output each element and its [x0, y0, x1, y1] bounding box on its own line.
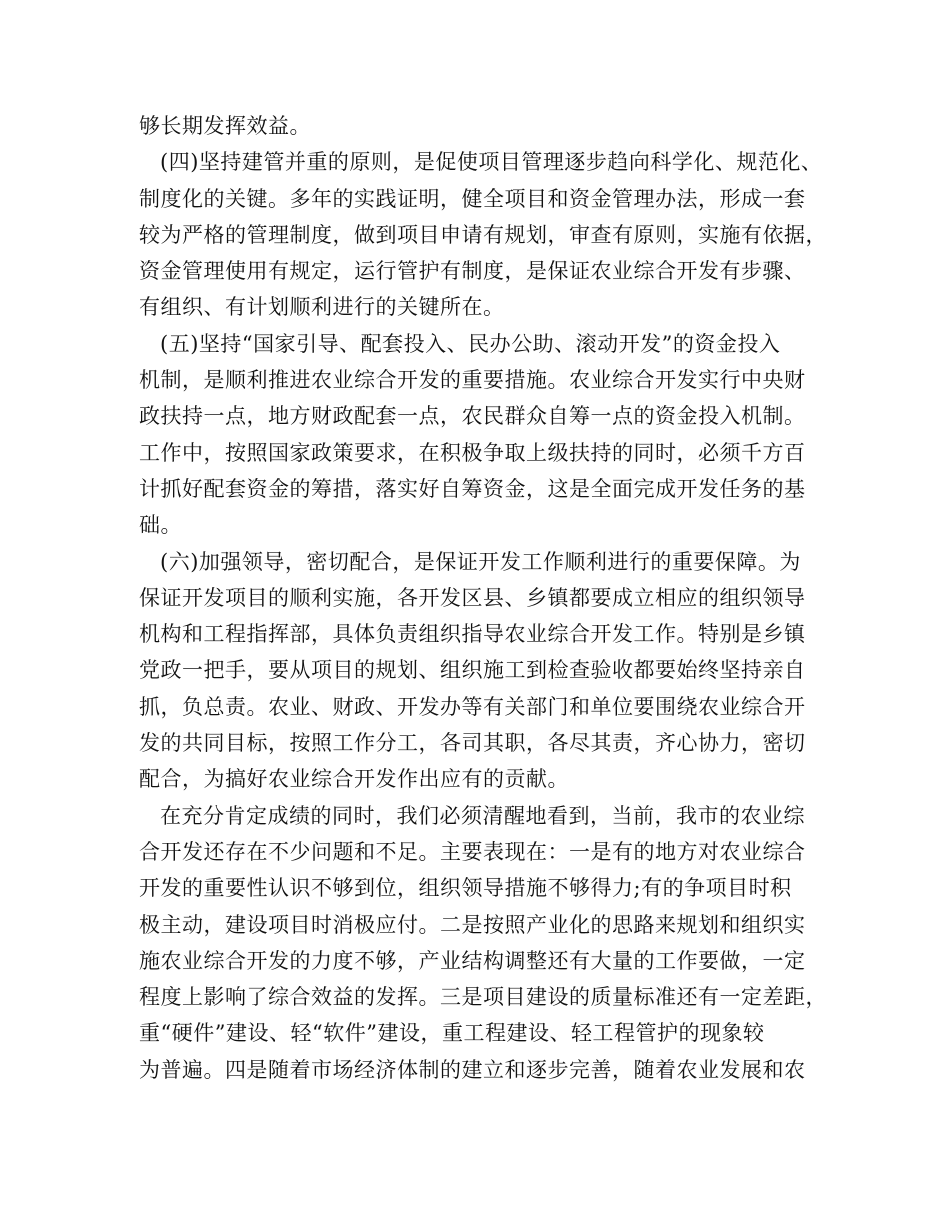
text-line: 资金管理使用有规定，运行管护有制度，是保证农业综合开发有步骤、 — [139, 259, 806, 284]
text-line: 础。 — [139, 513, 182, 538]
text-line: 为普遍。四是随着市场经济体制的建立和逐步完善，随着农业发展和农 — [139, 1057, 806, 1082]
text-line: 政扶持一点，地方财政配套一点，农民群众自筹一点的资金投入机制。 — [139, 404, 806, 429]
text-line: 较为严格的管理制度，做到项目申请有规划，审查有原则，实施有依据， — [139, 222, 827, 247]
text-line: 党政一把手，要从项目的规划、组织施工到检查验收都要始终坚持亲自 — [139, 658, 806, 683]
text-line: 发的共同目标，按照工作分工，各司其职，各尽其责，齐心协力，密切 — [139, 731, 806, 756]
text-line: 程度上影响了综合效益的发挥。三是项目建设的质量标准还有一定差距， — [139, 985, 827, 1010]
text-line: 工作中，按照国家政策要求，在积极争取上级扶持的同时，必须千方百 — [139, 440, 806, 465]
text-line: 合开发还存在不少问题和不足。主要表现在：一是有的地方对农业综合 — [139, 839, 806, 864]
paragraph-5-start: (五)坚持“国家引导、配套投入、民办公助、滚动开发”的资金投入 — [160, 331, 781, 356]
paragraph-6-start: (六)加强领导，密切配合，是保证开发工作顺利进行的重要保障。为 — [160, 549, 801, 574]
text-line: 机构和工程指挥部，具体负责组织指导农业综合开发工作。特别是乡镇 — [139, 622, 806, 647]
text-line: 计抓好配套资金的筹措，落实好自筹资金，这是全面完成开发任务的基 — [139, 476, 806, 501]
body-text — [139, 108, 827, 1088]
text-line: 保证开发项目的顺利实施，各开发区县、乡镇都要成立相应的组织领导 — [139, 585, 806, 610]
text-line: 有组织、有计划顺利进行的关键所在。 — [139, 295, 505, 320]
text-line: 抓，负总责。农业、财政、开发办等有关部门和单位要围绕农业综合开 — [139, 694, 806, 719]
text-line: 制度化的关键。多年的实践证明，健全项目和资金管理办法，形成一套 — [139, 186, 806, 211]
paragraph-4-start: (四)坚持建管并重的原则，是促使项目管理逐步趋向科学化、规范化、 — [160, 150, 823, 175]
text-line: 配合，为搞好农业综合开发作出应有的贡献。 — [139, 767, 569, 792]
text-line: 开发的重要性认识不够到位，组织领导措施不够得力;有的争项目时积 — [139, 876, 792, 901]
text-line: 够长期发挥效益。 — [139, 114, 311, 138]
text-line: 施农业综合开发的力度不够，产业结构调整还有大量的工作要做，一定 — [139, 948, 806, 973]
text-line: 重“硬件”建设、轻“软件”建设，重工程建设、轻工程管护的现象较 — [139, 1021, 765, 1046]
text-line: 机制，是顺利推进农业综合开发的重要措施。农业综合开发实行中央财 — [139, 368, 806, 393]
text-line: 极主动，建设项目时消极应付。二是按照产业化的思路来规划和组织实 — [139, 912, 806, 937]
paragraph-problems-start: 在充分肯定成绩的同时，我们必须清醒地看到，当前，我市的农业综 — [160, 803, 805, 828]
